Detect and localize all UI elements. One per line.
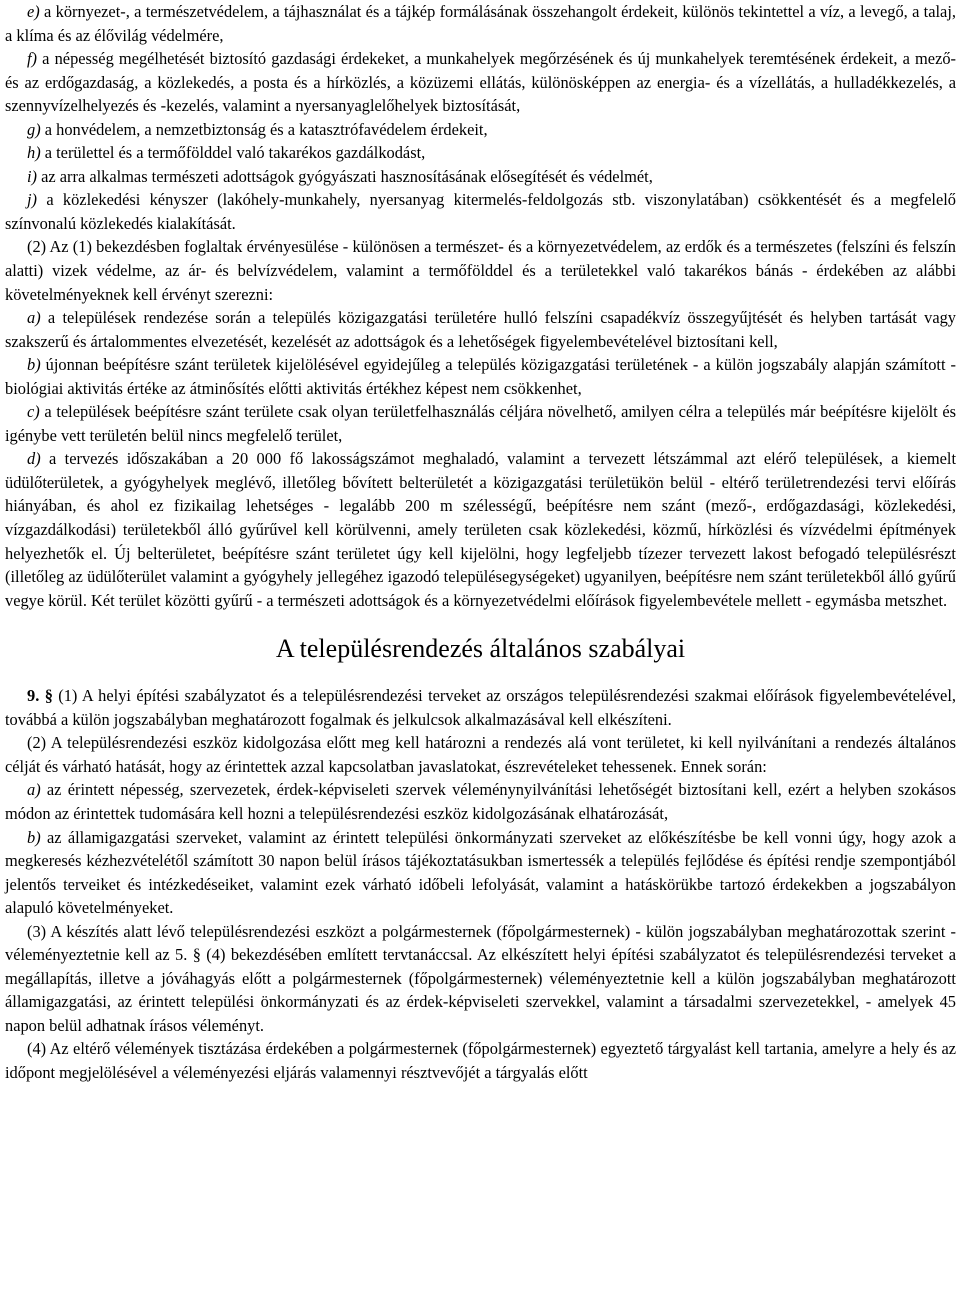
item-label: b) (27, 355, 41, 375)
paragraph-section-9-1 (5, 684, 956, 731)
item-label: e) (27, 2, 40, 21)
paragraph-text: (4) bekezdésében említett tervtanáccsal. Az elkészített helyi építési szabályzatot és településrendezési terveket a megállapítás, illetve a jóváhagyás előtt a polgármesternek (főpolgármesternek) véleményeztetnie kell a külön jogszabályban meghatározott államigazgatási, az érintett települési önkormányzati és az érdek-képviseleti szervekkel, valamint a társadalmi szervezetekkel, - amelyek 45 napon belül adhatnak írásos véleményt. (5, 945, 956, 1035)
paragraph-section-9-4: (4) Az eltérő vélemények tisztázása érdekében a polgármesternek (főpolgármesternek) egyeztető tárgyalást kell tartania, amelyre a hely és az időpont megjelölésével a véleményezési eljárás valamennyi résztvevőjét a tárgyalás előtt (5, 1039, 956, 1082)
item-text: az arra alkalmas természeti adottságok gyógyászati hasznosításának elősegítését és védelmét, (37, 166, 653, 186)
item-label: g) (27, 119, 41, 139)
item-label: c) (27, 402, 40, 422)
item-text: a közlekedési kényszer (lakóhely-munkahely, nyersanyag kitermelés-feldolgozás stb. viszonylatában) csökkentését és a megfelelő színvonalú közlekedés kialakítását. (5, 190, 956, 233)
item-label: d) (27, 449, 41, 469)
paragraph-text: (1) A helyi építési szabályzatot és a településrendezési terveket az országos településrendezési szakmai előírások figyelembevételével, továbbá a külön jogszabályban meghatározott fogalmak és jelkulcsok alkalmazásával kell elkészíteni. (5, 686, 956, 729)
section-symbol: § (44, 686, 53, 706)
paragraph-item-c (5, 400, 956, 447)
paragraph-section-9-2-b (5, 826, 956, 920)
item-text: a honvédelem, a nemzetbiztonság és a katasztrófavédelem érdekeit, (40, 119, 488, 139)
section-heading: A településrendezés általános szabályai (275, 634, 686, 664)
paragraph-text: (3) A készítés alatt lévő településrendezési eszközt a polgármesternek (főpolgármesternek) - külön jogszabályban meghatározottak szerint - véleményeztetnie kell az 5. (5, 921, 956, 965)
item-label: i) (27, 166, 38, 186)
item-label: b) (27, 827, 41, 847)
item-text: a területtel és a termőfölddel való takarékos gazdálkodást, (40, 143, 426, 163)
section-symbol: § (192, 945, 201, 965)
paragraph-section-9-2: (2) A településrendezési eszköz kidolgozása előtt meg kell határozni a rendezés alá vont területet, ki kell nyilvánítani a rendezés általános célját és várható hatását, hogy az érintettek azzal kapcsolatban javaslatokat, észrevételeket tehessenek. Ennek során: (5, 733, 956, 776)
item-text: az érintett népesség, szervezetek, érdek-képviseleti szervek véleménynyilvánítási lehetőségét biztosítani kell, ezért a helyben szokásos módon az érintettek tudomására kell hozni a településrendezési eszköz kidolgozásának elhatározását, (5, 780, 956, 823)
item-text: újonnan beépítésre szánt területek kijelölésével egyidejűleg a település közigazgatási területének - a külön jogszabály alapján számított - biológiai aktivitás értéke az átminősítés előtti aktivitás értékhez képest nem csökkenhet, (5, 355, 956, 398)
paragraph-item-a (5, 306, 956, 353)
paragraph-section-2: (2) Az (1) bekezdésben foglaltak érvényesülése - különösen a természet- és a környezetvédelem, az erdők és a természetes (felszíni és felszín alatti) vizek védelme, az ár- és belvízvédelem, valamint a termőfölddel és a területekkel való takarékos bánás - érdekében az alábbi követelményeknek kell érvényt szerezni: (5, 237, 956, 304)
paragraph-item-b (5, 353, 956, 400)
paragraph-item-h (5, 141, 956, 165)
item-text: a tervezés időszakában a 20 000 fő lakosságszámot meghaladó, valamint a tervezett létszámmal azt elérő települések, a kiemelt üdülőterületek, a gyógyhelyek meglévő, illetőleg bővített belterületét a közigazgatási területükön belül - eltérő területrendezési tervi előírás hiányában, és ahol ez fizikailag lehetséges - legalább 200 m szélességű, beépítésre nem szánt (mező-, erdőgazdasági, közlekedési, vízgazdálkodási) területekből álló gyűrűvel kell körülvenni, amely területen csak közlekedési, közmű, hírközlési és vízvédelmi építmények helyezhetők el. Új belterületet, beépítésre szánt területet úgy kell kijelölni, hogy legfeljebb tízezer tervezett lakost befogadó településrészt (illetőleg az üdülőterület valamint a gyógyhely jellegéhez igazodó településegységeket) ugyanilyen, beépítésre nem szánt területekből álló gyűrű vegye körül. Két terület közötti gyűrű - a természeti adottságok és a környezetvédelmi előírások figyelembevétele mellett - egymásba metszhet. (5, 449, 956, 610)
item-label: j) (27, 190, 38, 210)
paragraph-item-d (5, 447, 956, 612)
item-label: a) (27, 308, 41, 328)
paragraph-item-i (5, 165, 956, 189)
section-number: 9. (27, 686, 40, 706)
paragraph-item-e (5, 0, 956, 47)
paragraph-section-9-2-a (5, 778, 956, 825)
paragraph-item-j (5, 188, 956, 235)
paragraph-section-9-3 (5, 920, 956, 1038)
item-label: h) (27, 143, 41, 163)
item-text: a népesség megélhetését biztosító gazdasági érdekeket, a munkahelyek megőrzésének és új munkahelyek teremtésének érdekeit, a mező- és az erdőgazdaság, a közlekedés, a posta és a hírközlés, a közüzemi ellátás, különösképpen az energia- és a vízellátás, a hulladékkezelés, a szennyvízelhelyezés és -kezelés, valamint a nyersanyaglelőhelyek biztosítását, (5, 49, 956, 116)
item-text: az államigazgatási szerveket, valamint az érintett települési önkormányzati szerveket az előkészítésbe be kell vonni úgy, hogy azok a megkeresés kézhezvételétől számított 30 napon belül írásos tájékoztatásukban ismertessék a település fejlődése és építési rendje szempontjából jelentős terveiket és intézkedéseiket, valamint ezek várható időbeli lefolyását, valamint a hatáskörükbe tartozó érdekekben a jogszabályon alapuló követelményeket. (5, 827, 956, 918)
item-text: a települések rendezése során a település közigazgatási területére hulló felszíni csapadékvíz összegyűjtését és helyben tartását vagy szakszerű és ártalommentes elvezetését, kezelését az adottságok és a lehetőségek figyelembevételével biztosítani kell, (5, 308, 956, 351)
item-text: a környezet-, a természetvédelem, a tájhasználat és a tájkép formálásának összehangolt érdekeit, különös tekintettel a víz, a levegő, a talaj, a klíma és az élővilág védelmére, (5, 2, 956, 45)
paragraph-item-g (5, 118, 956, 142)
item-text: a települések beépítésre szánt területe csak olyan területfelhasználás céljára növelhető, amilyen célra a település már beépítésre kijelölt és igénybe vett területén belül nincs megfelelő terület, (5, 402, 956, 445)
paragraph-item-f (5, 47, 956, 118)
item-label: a) (27, 780, 41, 800)
item-label: f) (27, 49, 38, 69)
